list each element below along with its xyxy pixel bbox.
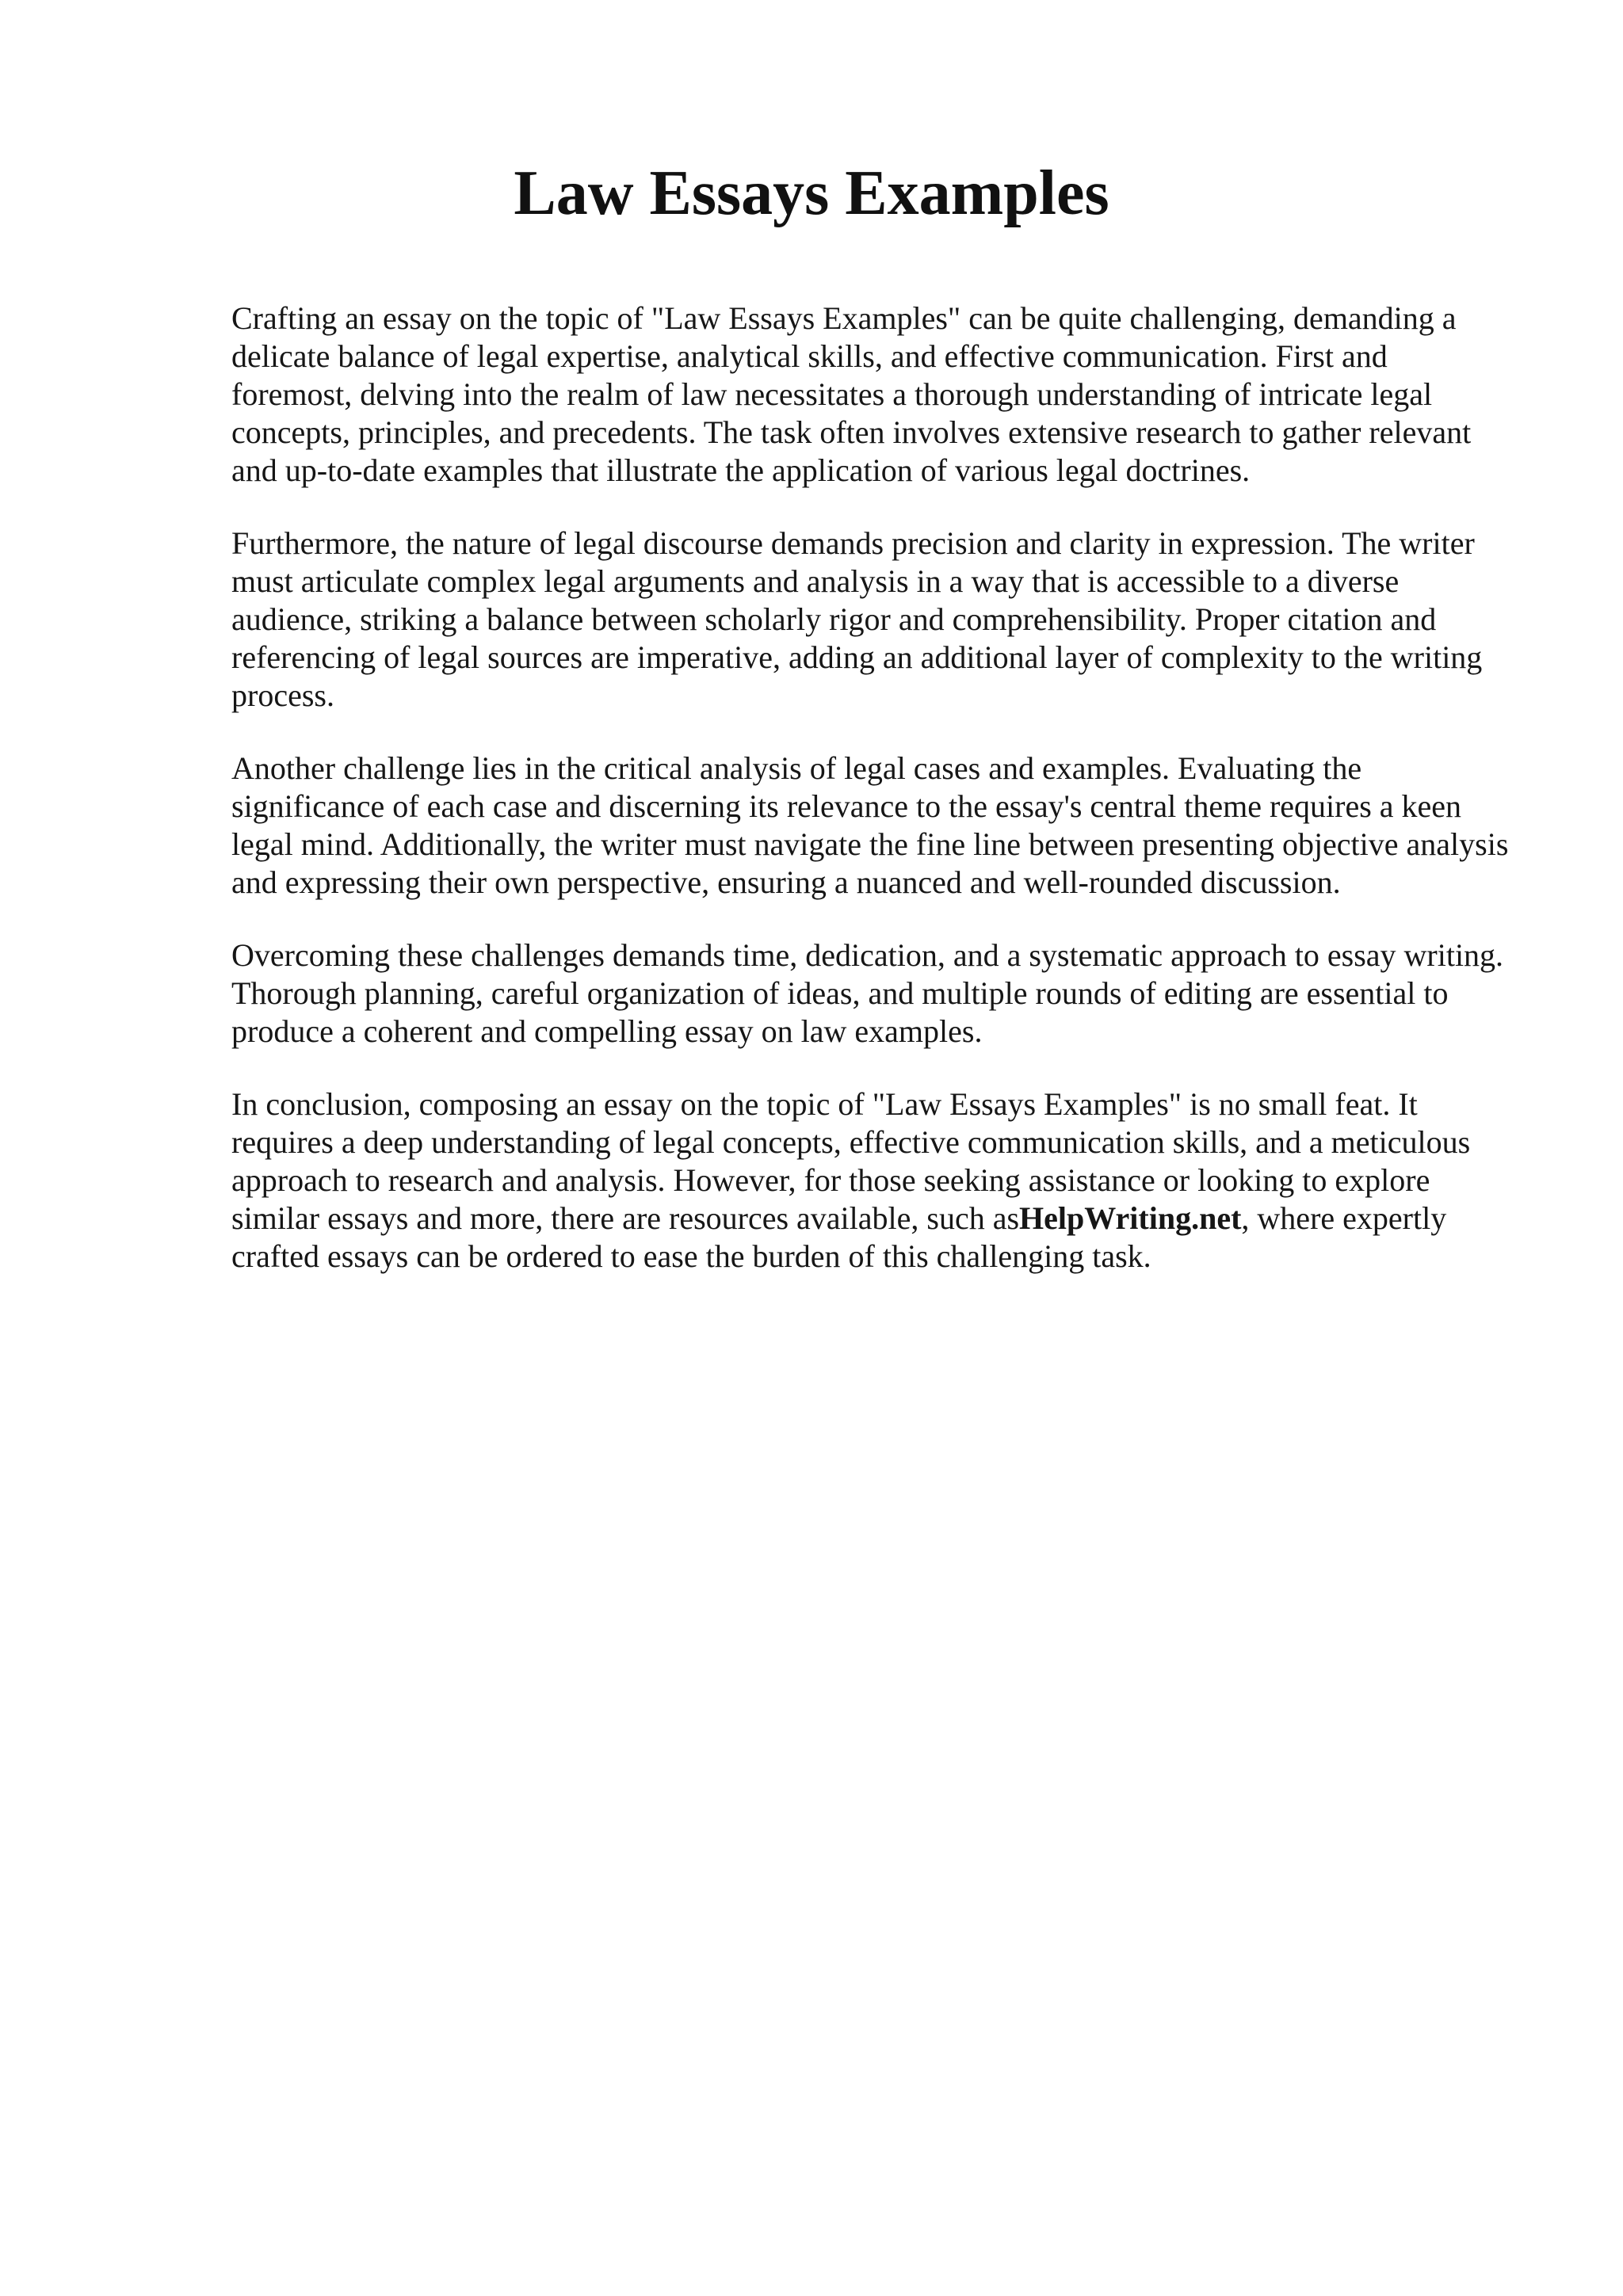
paragraph-4: Overcoming these challenges demands time, dedication, and a systematic approach to essay writing. Thorough planning, careful organization of ideas, and multiple rounds of editing are essential to produce a coherent and compelling essay on law examples. [231,937,1504,1049]
conclusion-text-after: , where expertly crafted essays can be ordered to ease the burden of this challenging task. [231,1200,1447,1274]
helpwriting-link[interactable]: HelpWriting.net [1019,1200,1242,1236]
paragraph-1: Crafting an essay on the topic of "Law Essays Examples" can be quite challenging, demanding a delicate balance of legal expertise, analytical skills, and effective communication. First and foremost, delving into the realm of law necessitates a thorough understanding of intricate legal concepts, principles, and precedents. The task often involves extensive research to gather relevant and up-to-date examples that illustrate the application of various legal doctrines. [231,300,1472,488]
paragraph-2: Furthermore, the nature of legal discourse demands precision and clarity in expression. The writer must articulate complex legal arguments and analysis in a way that is accessible to a diverse audience, striking a balance between scholarly rigor and comprehensibility. Proper citation and referencing of legal sources are imperative, adding an additional layer of complexity to the writing process. [231,525,1483,713]
page-title: Law Essays Examples [514,158,1109,228]
conclusion-text-before: In conclusion, composing an essay on the topic of "Law Essays Examples" is no small feat. It requires a deep understanding of legal concepts, effective communication skills, and a meticulous approach to research and analysis. However, for those seeking assistance or looking to explore similar essays and more, there are resources available, such as [231,1086,1471,1236]
paragraph-3: Another challenge lies in the critical analysis of legal cases and examples. Evaluating the significance of each case and discerning its relevance to the essay's central theme requires a keen legal mind. Additionally, the writer must navigate the fine line between presenting objective analysis and expressing their own perspective, ensuring a nuanced and well-rounded discussion. [231,750,1509,900]
essay-body [231,299,1515,1310]
paragraph-conclusion [231,1085,1515,1276]
